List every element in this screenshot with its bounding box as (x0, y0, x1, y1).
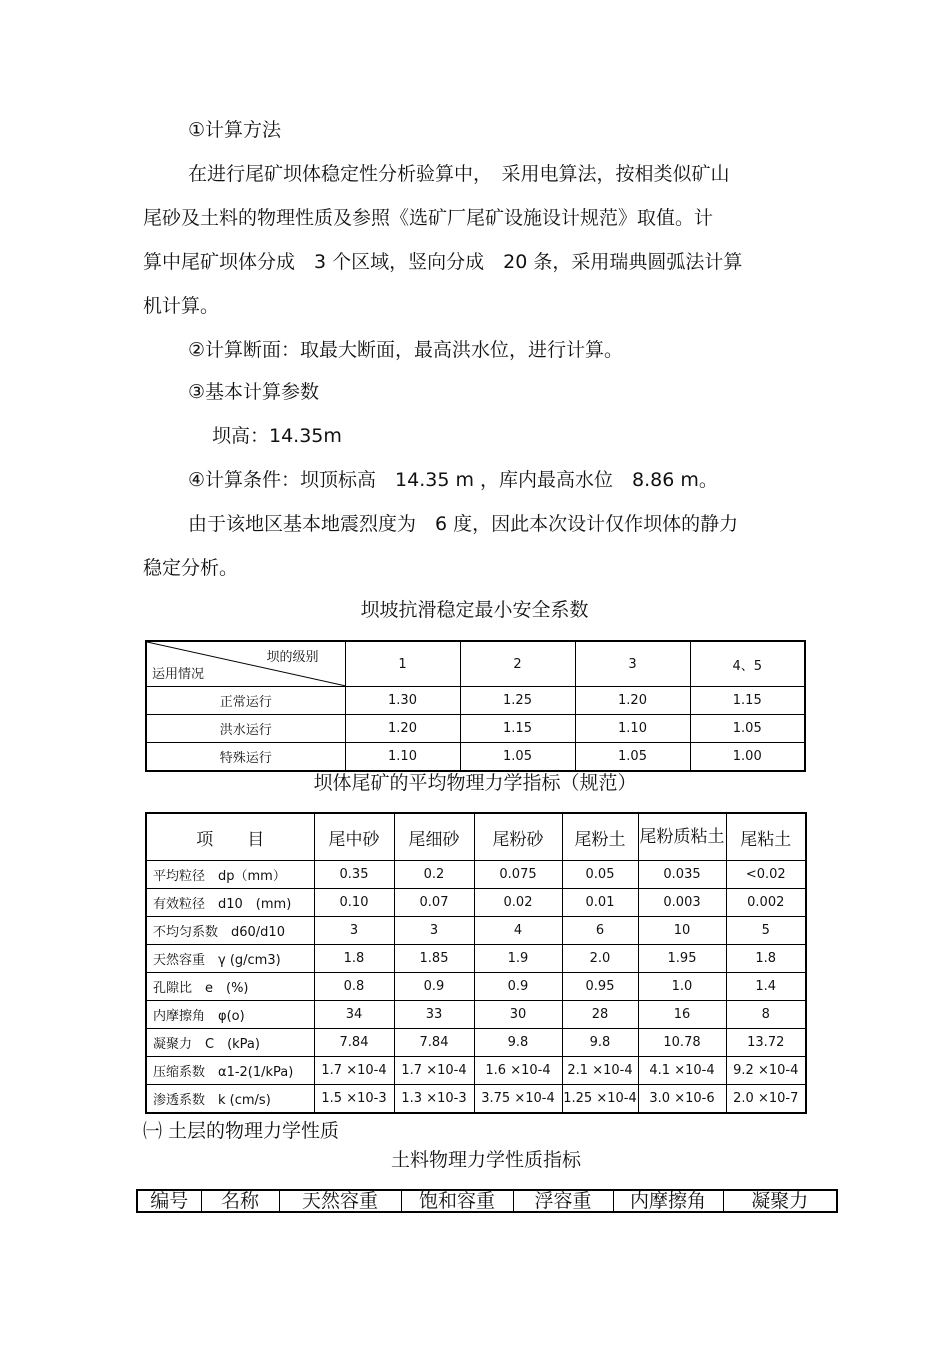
table1-cell: 1.15 (690, 687, 805, 715)
table2-cell: 3.75 ×10-4 (474, 1085, 562, 1114)
table2-row-label: 内摩擦角 φ(o) (146, 1001, 314, 1029)
table2-cell: 0.9 (474, 973, 562, 1001)
table2-cell: 16 (638, 1001, 726, 1029)
table2-cell: 34 (314, 1001, 394, 1029)
table2-cell: 33 (394, 1001, 474, 1029)
table2-cell: 3 (394, 917, 474, 945)
paragraph-3: 尾砂及土料的物理性质及参照《选矿厂尾矿设施设计规范》取值。计 (143, 207, 714, 229)
table2-col-header: 尾细砂 (394, 813, 474, 861)
soil-properties-table (136, 1189, 838, 1213)
table2-row-label: 渗透系数 k (cm/s) (146, 1085, 314, 1114)
table2-cell: 0.02 (474, 889, 562, 917)
table3-col-header: 名称 (201, 1190, 279, 1212)
table1-col-header: 3 (575, 641, 690, 687)
table1-col-header: 1 (345, 641, 460, 687)
table3-col-header: 凝聚力 (723, 1190, 837, 1212)
table1-corner-cell (146, 641, 345, 687)
paragraph-11: 稳定分析。 (143, 557, 239, 579)
paragraph-7: ③基本计算参数 (188, 381, 320, 403)
table2-cell: 7.84 (314, 1029, 394, 1057)
table1-cell: 1.10 (345, 743, 460, 772)
table1-cell: 1.10 (575, 715, 690, 743)
paragraph-1: ①计算方法 (188, 119, 282, 141)
table2-col-header: 尾粘土 (726, 813, 806, 861)
table3-header-row (137, 1190, 837, 1212)
table2-cell: 0.10 (314, 889, 394, 917)
table2-cell: 0.9 (394, 973, 474, 1001)
table2-cell: 0.95 (562, 973, 638, 1001)
table-row (146, 973, 806, 1001)
table2-cell: 1.3 ×10-3 (394, 1085, 474, 1114)
table2-row-label: 不均匀系数 d60/d10 (146, 917, 314, 945)
table2-cell: 4 (474, 917, 562, 945)
table2-cell: 5 (726, 917, 806, 945)
table2-cell: 1.95 (638, 945, 726, 973)
table2-cell: 4.1 ×10-4 (638, 1057, 726, 1085)
table2-cell: 28 (562, 1001, 638, 1029)
table2-cell: 1.25 ×10-4 (562, 1085, 638, 1114)
table2-cell: 1.8 (314, 945, 394, 973)
table1-cell: 1.00 (690, 743, 805, 772)
table2-cell: 1.8 (726, 945, 806, 973)
table-row (146, 917, 806, 945)
table2-row-label: 平均粒径 dp（mm） (146, 861, 314, 889)
table2-cell: 0.2 (394, 861, 474, 889)
table1-header-row (146, 641, 805, 687)
table2-header-row (146, 813, 806, 861)
table3-title: 土料物理力学性质指标 (390, 1149, 581, 1171)
safety-factor-table (145, 640, 806, 772)
table3-col-header: 天然容重 (279, 1190, 401, 1212)
table2-cell: 1.7 ×10-4 (394, 1057, 474, 1085)
table-row (146, 1029, 806, 1057)
table2-cell: 10.78 (638, 1029, 726, 1057)
table2-title: 坝体尾矿的平均物理力学指标（规范） (313, 772, 637, 794)
table2-cell: 8 (726, 1001, 806, 1029)
table1-corner-bottom: 运用情况 (152, 667, 205, 682)
table2-row-label: 有效粒径 d10 (mm) (146, 889, 314, 917)
table-row (146, 743, 805, 772)
table-row (146, 1057, 806, 1085)
table3-col-header: 内摩擦角 (613, 1190, 723, 1212)
paragraph-5: 机计算。 (143, 295, 220, 317)
table2-body (146, 861, 806, 1114)
table2-cell: 30 (474, 1001, 562, 1029)
section-heading: ㈠ 土层的物理力学性质 (143, 1120, 340, 1142)
table2-col-header: 尾中砂 (314, 813, 394, 861)
table1-cell: 1.20 (575, 687, 690, 715)
table2-cell: 0.003 (638, 889, 726, 917)
table-row (146, 889, 806, 917)
table3-col-header: 编号 (137, 1190, 201, 1212)
table2-cell: 1.85 (394, 945, 474, 973)
table2-cell: 2.0 ×10-7 (726, 1085, 806, 1114)
table2-cell: 0.01 (562, 889, 638, 917)
table2-row-label: 天然容重 γ (g/cm3) (146, 945, 314, 973)
table1-cell: 1.05 (575, 743, 690, 772)
paragraph-2: 在进行尾矿坝体稳定性分析验算中， 采用电算法，按相类似矿山 (188, 163, 730, 185)
table2-cell: 0.8 (314, 973, 394, 1001)
table1-corner-top: 坝的级别 (266, 650, 319, 665)
table2-cell: 0.07 (394, 889, 474, 917)
table2-item-header: 项 目 (146, 813, 314, 861)
table2-cell: 0.002 (726, 889, 806, 917)
table2-col-header: 尾粉土 (562, 813, 638, 861)
table-row (146, 861, 806, 889)
table2-cell: 1.6 ×10-4 (474, 1057, 562, 1085)
table2-cell: 1.5 ×10-3 (314, 1085, 394, 1114)
table2-cell: 2.1 ×10-4 (562, 1057, 638, 1085)
table1-row-label: 正常运行 (146, 687, 345, 715)
table2-cell: 1.9 (474, 945, 562, 973)
table3-col-header: 浮容重 (513, 1190, 613, 1212)
paragraph-8: 坝高：14.35m (212, 425, 342, 447)
table2-cell: 9.2 ×10-4 (726, 1057, 806, 1085)
table2-row-label: 孔隙比 e (%) (146, 973, 314, 1001)
table2-cell: 3 (314, 917, 394, 945)
table-row (146, 945, 806, 973)
table1-title: 坝坡抗滑稳定最小安全系数 (360, 599, 589, 621)
table2-cell: 1.4 (726, 973, 806, 1001)
table2-col-header: 尾粉质粘土 (638, 813, 726, 861)
paragraph-6: ②计算断面：取最大断面，最高洪水位，进行计算。 (188, 339, 624, 361)
table1-cell: 1.25 (460, 687, 575, 715)
table2-cell: 13.72 (726, 1029, 806, 1057)
table1-cell: 1.05 (690, 715, 805, 743)
table1-row-label: 特殊运行 (146, 743, 345, 772)
paragraph-10: 由于该地区基本地震烈度为 6 度，因此本次设计仅作坝体的静力 (188, 513, 739, 535)
table1-cell: 1.30 (345, 687, 460, 715)
table2-cell: 0.035 (638, 861, 726, 889)
table2-row-label: 压缩系数 α1-2(1/kPa) (146, 1057, 314, 1085)
table-row (146, 687, 805, 715)
table2-cell: <0.02 (726, 861, 806, 889)
table2-cell: 0.05 (562, 861, 638, 889)
paragraph-9: ④计算条件：坝顶标高 14.35 m ，库内最高水位 8.86 m。 (188, 469, 718, 491)
table2-cell: 2.0 (562, 945, 638, 973)
table3-col-header: 饱和容重 (401, 1190, 513, 1212)
table2-cell: 1.7 ×10-4 (314, 1057, 394, 1085)
table-row (146, 715, 805, 743)
table-row (146, 1085, 806, 1114)
table2-row-label: 凝聚力 C (kPa) (146, 1029, 314, 1057)
table1-cell: 1.20 (345, 715, 460, 743)
table1-row-label: 洪水运行 (146, 715, 345, 743)
table2-cell: 0.35 (314, 861, 394, 889)
table2-cell: 9.8 (562, 1029, 638, 1057)
table1-cell: 1.05 (460, 743, 575, 772)
table1-cell: 1.15 (460, 715, 575, 743)
table2-cell: 10 (638, 917, 726, 945)
table2-cell: 6 (562, 917, 638, 945)
table2-cell: 1.0 (638, 973, 726, 1001)
table2-cell: 0.075 (474, 861, 562, 889)
table-row (146, 1001, 806, 1029)
table1-col-header: 4、5 (690, 641, 805, 687)
paragraph-4: 算中尾矿坝体分成 3 个区域，竖向分成 20 条，采用瑞典圆弧法计算 (143, 251, 743, 273)
table2-cell: 7.84 (394, 1029, 474, 1057)
table1-col-header: 2 (460, 641, 575, 687)
tailings-properties-table (145, 812, 807, 1114)
table2-cell: 9.8 (474, 1029, 562, 1057)
table2-col-header: 尾粉砂 (474, 813, 562, 861)
table2-cell: 3.0 ×10-6 (638, 1085, 726, 1114)
